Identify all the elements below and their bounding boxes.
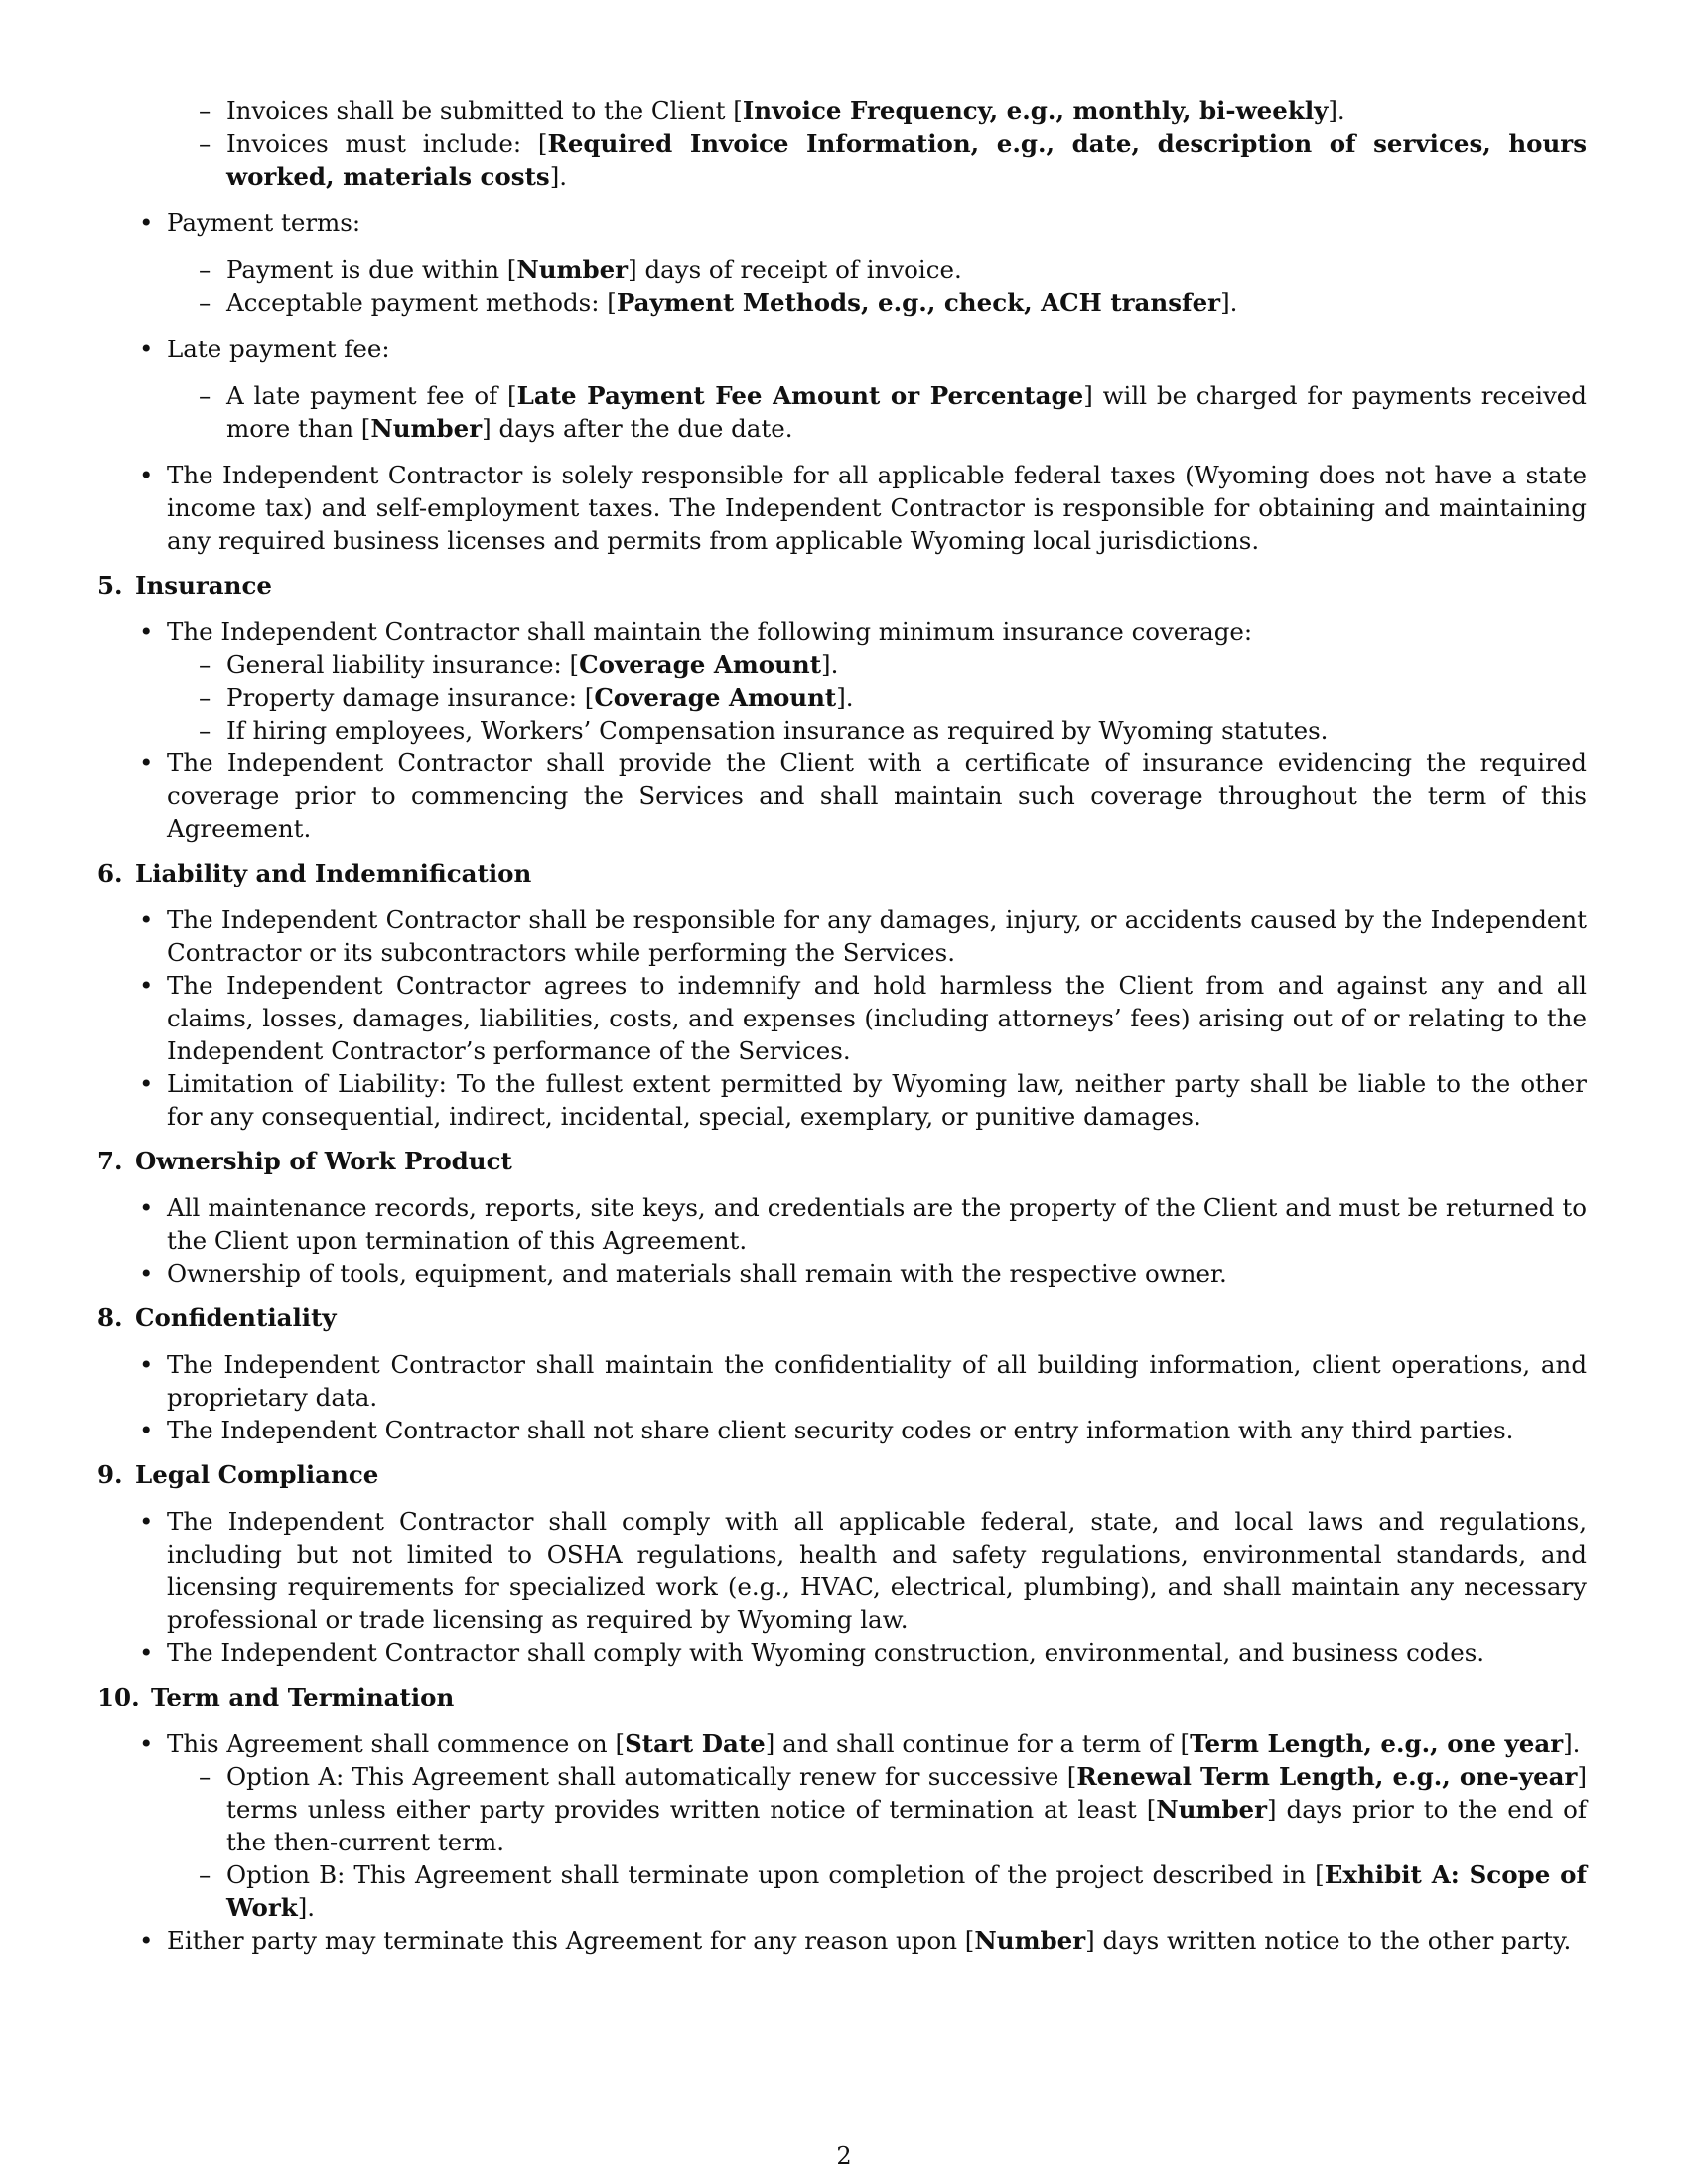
list-item: – Invoices must include: [Required Invoice Information, e.g., date, description of services, hours worked, materials costs].	[226, 127, 1587, 193]
liability-list	[97, 903, 1587, 1133]
payment-list	[97, 206, 1587, 557]
list-item: – Payment is due within [Number] days of receipt of invoice.	[226, 253, 1587, 286]
list-item: • This Agreement shall commence on [Start Date] and shall continue for a term of [Term Length, e.g., one year]. – Option A: This Agreement shall automatically renew for successive [Renewal Term Length, e.g., one-year] terms unless either party provides written notice of termination at least [Number] days prior to the end of the then-current term. – Option B: This Agreement shall terminate upon completion of the project described in [Exhibit A: Scope of Work].	[167, 1727, 1587, 1924]
section-heading-compliance: 9. Legal Compliance	[97, 1460, 379, 1489]
list-item: – Option A: This Agreement shall automatically renew for successive [Renewal Term Length, e.g., one-year] terms unless either party provides written notice of termination at least [Number] days prior to the end of the then-current term.	[226, 1760, 1587, 1858]
list-item: – Acceptable payment methods: [Payment Methods, e.g., check, ACH transfer].	[226, 286, 1587, 319]
document-page	[97, 94, 1587, 1957]
list-item: • Payment terms: – Payment is due within [Number] days of receipt of invoice. – Acceptable payment methods: [Payment Methods, e.g., check, ACH transfer].	[167, 206, 1587, 319]
section-heading-confidentiality: 8. Confidentiality	[97, 1303, 337, 1332]
term-list	[97, 1727, 1587, 1957]
compliance-list	[97, 1505, 1587, 1669]
ownership-list	[97, 1191, 1587, 1290]
list-item: – Invoices shall be submitted to the Client [Invoice Frequency, e.g., monthly, bi-weekly].	[226, 94, 1587, 127]
list-item: • The Independent Contractor shall maintain the following minimum insurance coverage: – General liability insurance: [Coverage Amount]. – Property damage insurance: [Coverage Amount]. – If hiring employees, Workers’ Compensation insurance as required by Wyoming statutes.	[167, 615, 1587, 747]
list-item: • The Independent Contractor shall be responsible for any damages, injury, or accidents caused by the Independent Contractor or its subcontractors while performing the Services.	[167, 903, 1587, 969]
confidentiality-list	[97, 1348, 1587, 1446]
list-item: • Either party may terminate this Agreement for any reason upon [Number] days written notice to the other party.	[167, 1924, 1587, 1957]
section-heading-ownership: 7. Ownership of Work Product	[97, 1147, 512, 1175]
list-item: – Property damage insurance: [Coverage Amount].	[226, 681, 1587, 714]
list-item: • The Independent Contractor agrees to indemnify and hold harmless the Client from and against any and all claims, losses, damages, liabilities, costs, and expenses (including attorneys’ fees) arising out of or relating to the Independent Contractor’s performance of the Services.	[167, 969, 1587, 1067]
list-item: – Option B: This Agreement shall terminate upon completion of the project described in [Exhibit A: Scope of Work].	[226, 1858, 1587, 1924]
list-item: • Ownership of tools, equipment, and materials shall remain with the respective owner.	[167, 1257, 1587, 1290]
invoice-subitems	[97, 94, 1587, 193]
list-item: – If hiring employees, Workers’ Compensation insurance as required by Wyoming statutes.	[226, 714, 1587, 747]
list-item: • The Independent Contractor shall maintain the confidentiality of all building information, client operations, and proprietary data.	[167, 1348, 1587, 1414]
page-number: 2	[836, 2142, 852, 2170]
section-heading-insurance: 5. Insurance	[97, 571, 272, 600]
list-item: • The Independent Contractor shall not share client security codes or entry information with any third parties.	[167, 1414, 1587, 1446]
list-item: – A late payment fee of [Late Payment Fee Amount or Percentage] will be charged for payments received more than [Number] days after the due date.	[226, 379, 1587, 445]
insurance-list	[97, 615, 1587, 845]
list-item: • The Independent Contractor is solely responsible for all applicable federal taxes (Wyoming does not have a state income tax) and self-employment taxes. The Independent Contractor is responsible for obtaining and maintaining any required business licenses and permits from applicable Wyoming local jurisdictions.	[167, 459, 1587, 557]
section-heading-term: 10. Term and Termination	[97, 1683, 455, 1711]
list-item: • The Independent Contractor shall comply with Wyoming construction, environmental, and business codes.	[167, 1636, 1587, 1669]
list-item: • The Independent Contractor shall provide the Client with a certificate of insurance evidencing the required coverage prior to commencing the Services and shall maintain such coverage throughout the term of this Agreement.	[167, 747, 1587, 845]
list-item: – General liability insurance: [Coverage Amount].	[226, 648, 1587, 681]
list-item: • Late payment fee: – A late payment fee of [Late Payment Fee Amount or Percentage] will be charged for payments received more than [Number] days after the due date.	[167, 333, 1587, 445]
list-item: • The Independent Contractor shall comply with all applicable federal, state, and local laws and regulations, including but not limited to OSHA regulations, health and safety regulations, environmental standards, and licensing requirements for specialized work (e.g., HVAC, electrical, plumbing), and shall maintain any necessary professional or trade licensing as required by Wyoming law.	[167, 1505, 1587, 1636]
list-item: • Limitation of Liability: To the fullest extent permitted by Wyoming law, neither party shall be liable to the other for any consequential, indirect, incidental, special, exemplary, or punitive damages.	[167, 1067, 1587, 1133]
section-heading-liability: 6. Liability and Indemnification	[97, 859, 532, 887]
list-item: • All maintenance records, reports, site keys, and credentials are the property of the Client and must be returned to the Client upon termination of this Agreement.	[167, 1191, 1587, 1257]
